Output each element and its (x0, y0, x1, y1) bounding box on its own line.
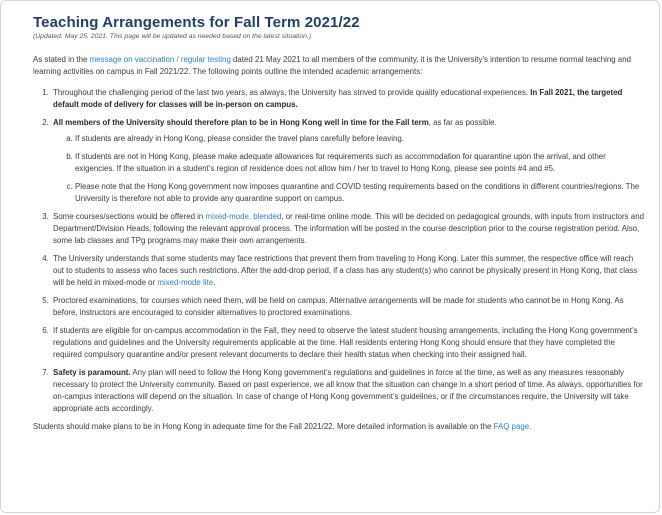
item-1-text: Throughout the challenging period of the last two years, as always, the University has strived to provide quality educational experiences. (53, 88, 531, 97)
intro-paragraph (33, 54, 645, 78)
list-item-2 (51, 117, 645, 205)
list-item-5: 5. Proctored examinations, for courses which need them, will be held on campus. Alternative arrangements will be made for students who cannot be in Hong Kong. As before, instructors are encouraged to consider alternatives to proctored examinations. (51, 295, 645, 319)
item-3-text-1: Some courses/sections would be offered in (53, 212, 206, 221)
article-content (1, 1, 659, 433)
sub-list (53, 133, 645, 205)
item-3-text-2: , or real-time online mode. This will be decided on pedagogical grounds, with inputs from instructors and Department/Division Heads, following the relevant approval process. The information will be posted in the course description prior to the course registration period. Also, some lab classes and TPg programs may make their own arrangements. (53, 212, 644, 245)
item-4-text-2: . (213, 278, 216, 287)
item-4-text-1: The University understands that some students may face restrictions that prevent them from traveling to Hong Kong. Later this summer, the respective office will reach out to students to assess who faces such restrictions. After the add-drop period, if a class has any student(s) who cannot be physically present in Hong Kong, that class will be held in mixed-mode or (53, 254, 638, 287)
list-item-3 (51, 211, 645, 247)
item-7-text: Any plan will need to follow the Hong Kong government’s regulations and guidelines in force at the time, as well as any measures reasonably necessary to protect the University community. Based on past experience, we all know that the situation can change in a short period of time. As always, opportunities for on-campus interactions will depend on the situation. In case of change of Hong Kong government’s guidelines, or if the circumstances require, the University will take appropriate acts accordingly. (53, 368, 643, 413)
list-item-4 (51, 253, 645, 289)
item-1-bold: In Fall 2021, the targeted default mode of delivery for classes will be in-person on campus. (53, 88, 623, 109)
page-title: Teaching Arrangements for Fall Term 2021/22 (33, 14, 360, 31)
sub-item-b: b. If students are not in Hong Kong, please make adequate allowances for requirements such as accommodation for quarantine upon the arrival, and other exigencies. If the situation in a student’s region of residence does not allow him / her to travel to Hong Kong, please see points #4 and #5. (75, 151, 645, 175)
outro-text-2: . (529, 422, 532, 431)
list-item-1 (51, 87, 645, 111)
arrangements-list (37, 87, 645, 415)
intro-text-2: dated 21 May 2021 to all members of the community, it is the University’s intention to resume normal teaching and learning activities on campus in Fall 2021/22. The following points outline the intended academic arrangements: (33, 55, 631, 76)
sub-item-a: a. If students are already in Hong Kong, please consider the travel plans carefully before leaving. (75, 133, 645, 145)
item-2-bold: All members of the University should therefore plan to be in Hong Kong well in time for the Fall term (53, 118, 429, 127)
item-7-bold: Safety is paramount. (53, 368, 131, 377)
faq-page-link[interactable]: FAQ page (493, 422, 530, 431)
outro-paragraph (33, 421, 645, 433)
item-2-text: , as far as possible. (428, 118, 497, 127)
intro-text-1: As stated in the (33, 55, 90, 64)
list-item-7 (51, 367, 645, 415)
list-item-6: 6. If students are eligible for on-campus accommodation in the Fall, they need to observe the latest student housing arrangements, including the Hong Kong government’s regulations and guidelines and the University requirements applicable at the time. Hall residents entering Hong Kong should ensure that they have completed the required compulsory quarantine and/or present relevant documents to declare their health status when checking into their assigned hall. (51, 325, 645, 361)
mixed-mode-lite-link[interactable]: mixed-mode lite (157, 278, 214, 287)
sub-item-c: c. Please note that the Hong Kong government now imposes quarantine and COVID testing requirements based on the conditions in different countries/regions. The University is therefore not able to provide any quarantine support on campus. (75, 181, 645, 205)
updated-note: (Updated: May 25, 2021. This page will be updated as needed based on the latest situation.) (33, 33, 312, 40)
mixed-mode-blended-link[interactable]: mixed-mode, blended (205, 212, 282, 221)
vaccination-message-link[interactable]: message on vaccination / regular testing (89, 55, 231, 64)
outro-text-1: Students should make plans to be in Hong Kong in adequate time for the Fall 2021/22. More detailed information is available on the (33, 422, 494, 431)
